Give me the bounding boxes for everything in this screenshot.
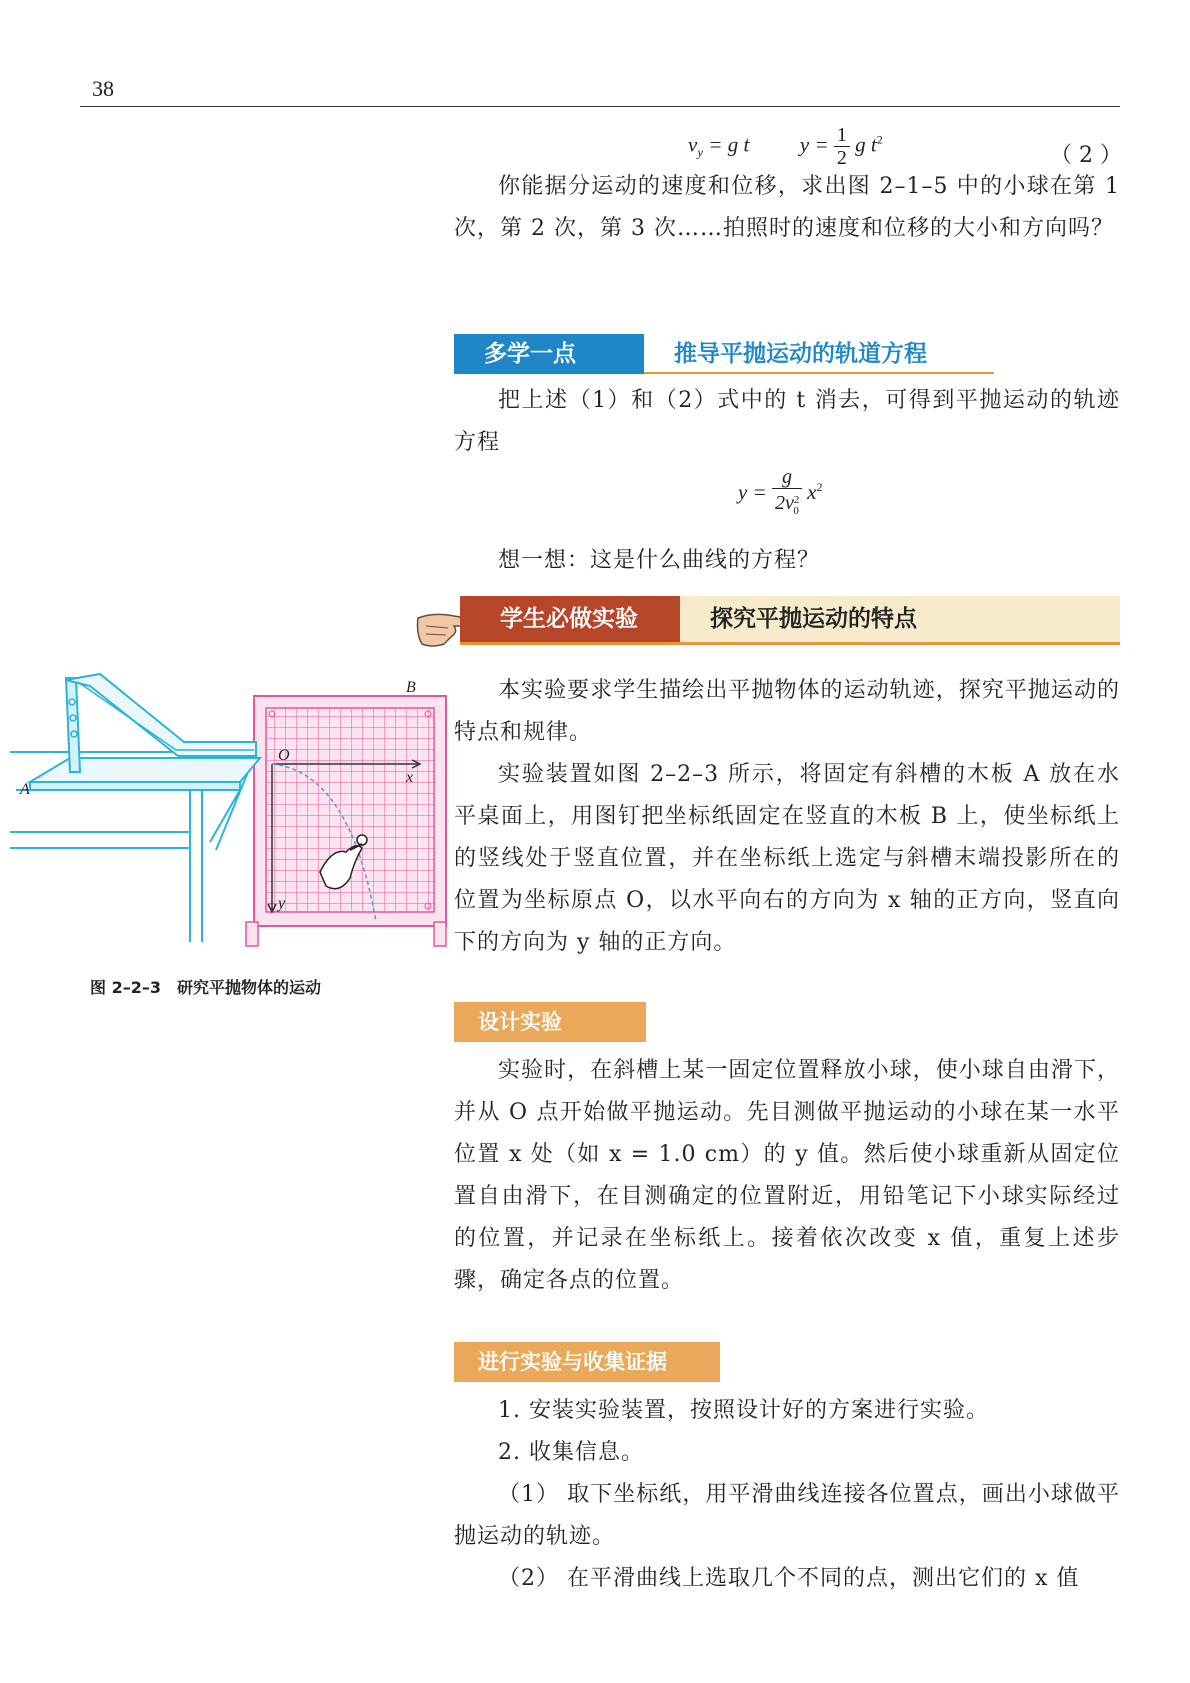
page-number: 38 — [92, 76, 114, 101]
extra-learning-header — [454, 334, 994, 374]
paragraph-question: 你能据分运动的速度和位移，求出图 2–1–5 中的小球在第 1 次，第 2 次，第 3 次……拍照时的速度和位移的大小和方向吗？ — [454, 174, 1120, 241]
paragraph-design: 实验时，在斜槽上某一固定位置释放小球，使小球自由滑下，并从 O 点开始做平抛运动。先目测做平抛运动的小球在某一水平位置 x 处（如 x = 1.0 cm）的 y 值。然后使小球重新从固定位置自由滑下，在目测确定的位置附近，用铅笔记下小球实际经过的位置，并记录在坐标纸上。接着依次改变 x 值，重复上述步骤，确定各点的位置。 — [454, 1058, 1120, 1293]
formula-2: $v_y = g$ t y = $\frac{1}{2}$ g $t^2$ — [688, 124, 883, 169]
extra-learning-underline — [644, 372, 994, 374]
paragraph-intro: 本实验要求学生描绘出平抛物体的运动轨迹，探究平抛运动的特点和规律。 实验装置如图 2–2–3 所示，将固定有斜槽的木板 A 放在水平桌面上，用图钉把坐标纸固定在竖直的木板 B 上，使坐标纸上的竖线处于竖直位置，并在坐标纸上选定与斜槽末端投影所在的位置为坐标原点 O，以水平向右的方向为 x 轴的正方向，竖直向下的方向为 y 轴的正方向。 — [454, 678, 1120, 955]
extra-learning-title: 推导平抛运动的轨道方程 — [674, 341, 927, 367]
step-2: 2. 收集信息。 — [498, 1440, 644, 1465]
trajectory-equation: y = $\frac{g}{2v^2_0}$ $x^2$ — [738, 466, 822, 522]
label-x: x — [406, 769, 414, 786]
step-3: （1） 取下坐标纸，用平滑曲线连接各位置点，画出小球做平抛运动的轨迹。 — [454, 1482, 1120, 1549]
label-o: O — [278, 747, 290, 764]
label-y: y — [278, 895, 286, 912]
conduct-experiment-tag: 进行实验与收集证据 — [454, 1342, 720, 1382]
required-experiment-title: 探究平抛运动的特点 — [680, 596, 1120, 642]
equation-label: （ 2 ） — [1050, 143, 1122, 168]
figure-caption: 图 2–2–3 研究平抛物体的运动 — [90, 978, 321, 997]
fraction-g: $\frac{g}{2v^2_0}$ — [772, 466, 802, 522]
design-experiment-tag: 设计实验 — [454, 1002, 646, 1042]
steps-list — [454, 1390, 1120, 1600]
step-1: 1. 安装实验装置，按照设计好的方案进行实验。 — [498, 1398, 989, 1423]
table-top — [30, 758, 260, 782]
required-experiment-tag: 学生必做实验 — [460, 596, 680, 642]
grid-paper — [266, 708, 434, 912]
paragraph-derive: 把上述（1）和（2）式中的 t 消去，可得到平抛运动的轨迹方程 — [454, 388, 1120, 455]
chute — [66, 674, 256, 756]
required-experiment-header — [460, 596, 1120, 644]
required-experiment-underline — [460, 642, 1120, 645]
figure-apparatus — [10, 672, 450, 972]
step-4: （2） 在平滑曲线上选取几个不同的点，测出它们的 x 值 — [498, 1566, 1080, 1591]
label-a: A — [20, 781, 30, 798]
paragraph-think: 想一想：这是什么曲线的方程？ — [498, 548, 821, 573]
extra-learning-tag: 多学一点 — [454, 334, 644, 374]
label-b: B — [406, 679, 416, 696]
vy-symbol: v — [688, 132, 698, 157]
fraction-half: $\frac{1}{2}$ — [834, 124, 850, 169]
header-rule — [80, 106, 1120, 107]
